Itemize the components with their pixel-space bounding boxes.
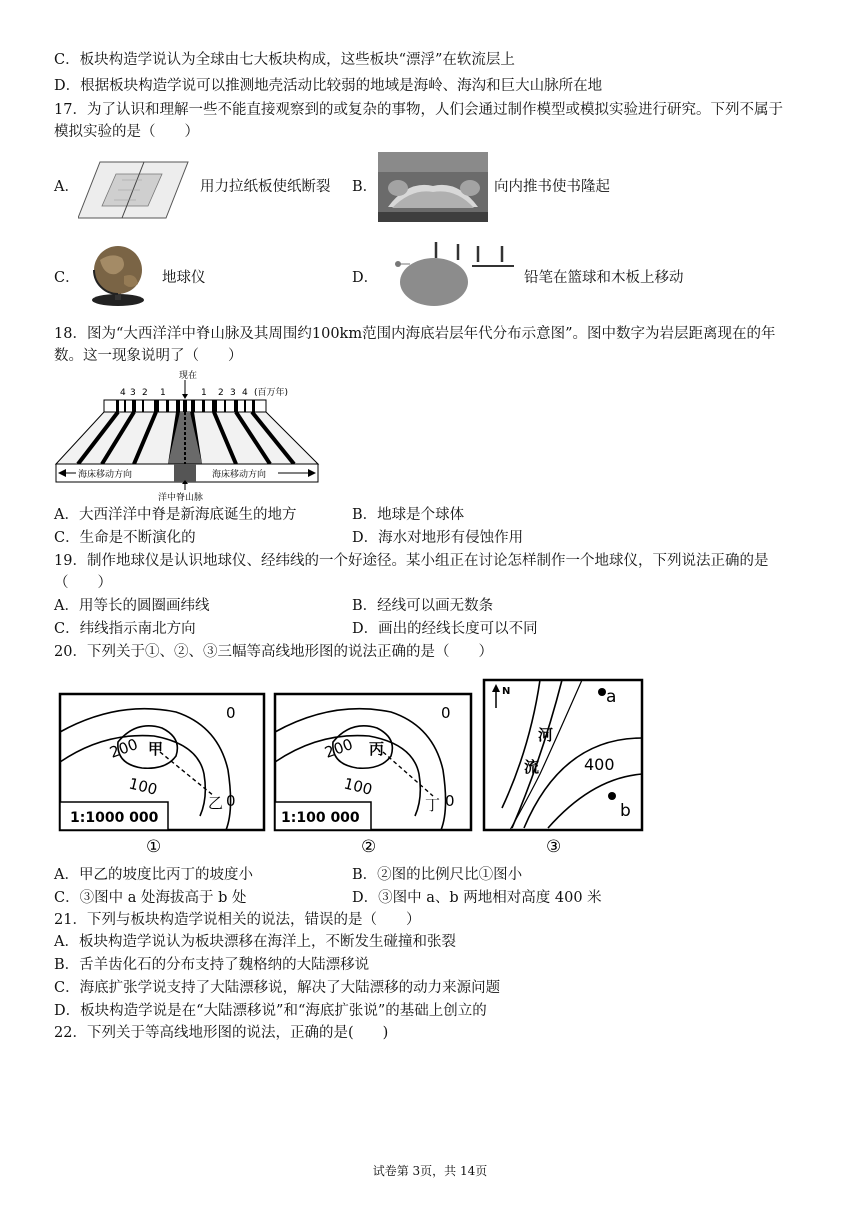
map2-scale: 1:100 000 — [281, 810, 360, 826]
contour-map-1 — [58, 692, 268, 860]
globe-image — [78, 244, 158, 318]
label-now: 现在 — [179, 371, 198, 381]
river-label-2: 流 — [524, 758, 540, 776]
contour-map-3 — [482, 678, 646, 860]
contour-map-2 — [273, 692, 483, 860]
map3-point-b: b — [620, 801, 631, 821]
q17-caption-d: 铅笔在篮球和木板上移动 — [524, 270, 684, 286]
q17-letter-b: B． — [352, 179, 378, 195]
q20-option-d: D．③图中 a、b 两地相对高度 400 米 — [352, 890, 602, 906]
q17-stem-cont: 模拟实验的是（ ） — [54, 124, 199, 140]
map3-number: ③ — [546, 837, 562, 856]
left-age-2: 2 — [142, 388, 148, 398]
q18-option-a: A．大西洋洋中脊是新海底诞生的地方 — [54, 507, 297, 523]
q17-caption-a: 用力拉纸板使纸断裂 — [200, 179, 331, 195]
page-footer: 试卷第 3页，共 14页 — [372, 1164, 488, 1178]
q20-option-b: B．②图的比例尺比①图小 — [352, 867, 523, 883]
q21-stem: 21．下列与板块构造学说相关的说法，错误的是（ ） — [54, 912, 421, 928]
right-seafloor-label: 海床移动方向 — [212, 470, 267, 480]
q19-option-c: C．纬线指示南北方向 — [54, 621, 196, 637]
book-pushing-photo — [378, 152, 488, 226]
ridge-label: 洋中脊山脉 — [158, 493, 204, 502]
right-age-3: 3 — [230, 388, 236, 398]
q17-stem: 17．为了认识和理解一些不能直接观察到的或复杂的事物，人们会通过制作模型或模拟实验进行研究。下列不属于 — [54, 102, 783, 118]
map1-point-yi-value: 0 — [226, 792, 236, 810]
map2-point-ding: 丁 — [425, 796, 441, 814]
q19-stem-cont: （ ） — [54, 575, 112, 591]
right-age-2: 2 — [218, 388, 224, 398]
map1-number: ① — [146, 837, 162, 856]
q21-option-b: B．舌羊齿化石的分布支持了魏格纳的大陆漂移说 — [54, 957, 370, 973]
map1-contour-0: 0 — [226, 704, 236, 722]
q19-option-d: D．画出的经线长度可以不同 — [352, 621, 538, 637]
seafloor-age-diagram — [54, 368, 322, 506]
river-label-1: 河 — [538, 726, 554, 744]
map1-point-jia: 甲 — [148, 740, 164, 758]
q17-letter-d: D． — [352, 270, 379, 286]
q18-option-b: B．地球是个球体 — [352, 507, 465, 523]
right-age-1: 1 — [201, 388, 207, 398]
map1-contour-100: 100 — [127, 774, 160, 799]
right-age-4: 4 — [242, 388, 248, 398]
q16-option-c: C．板块构造学说认为全球由七大板块构成，这些板块“漂浮”在软流层上 — [54, 52, 515, 68]
map3-contour-400: 400 — [584, 755, 615, 774]
north-label: N — [502, 686, 511, 697]
q18-stem-cont: 数。这一现象说明了（ ） — [54, 348, 243, 364]
left-seafloor-label: 海床移动方向 — [78, 470, 133, 480]
q21-option-d: D．板块构造学说是在“大陆漂移说”和“海底扩张说”的基础上创立的 — [54, 1003, 487, 1019]
q21-option-a: A．板块构造学说认为板块漂移在海洋上，不断发生碰撞和张裂 — [54, 934, 456, 950]
q19-stem: 19．制作地球仪是认识地球仪、经纬线的一个好途径。某小组正在讨论怎样制作一个地球仪，下列说法正确的是 — [54, 553, 769, 569]
map1-contour-200: 200 — [107, 735, 141, 762]
q22-stem: 22．下列关于等高线地形图的说法，正确的是( ) — [54, 1025, 389, 1041]
map1-scale: 1:1000 000 — [70, 810, 159, 826]
q18-option-d: D．海水对地形有侵蚀作用 — [352, 530, 524, 546]
paper-tearing-image — [78, 160, 190, 224]
q17-caption-c: 地球仪 — [162, 270, 206, 286]
q19-option-b: B．经线可以画无数条 — [352, 598, 494, 614]
q20-stem: 20．下列关于①、②、③三幅等高线地形图的说法正确的是（ ） — [54, 644, 493, 660]
map2-contour-100: 100 — [342, 774, 375, 799]
q18-option-c: C．生命是不断演化的 — [54, 530, 196, 546]
q18-stem: 18．图为“大西洋洋中脊山脉及其周围约100km范围内海底岩层年代分布示意图”。图中数字为岩层距离现在的年 — [54, 326, 776, 342]
map2-contour-0: 0 — [441, 704, 451, 722]
map2-contour-200: 200 — [322, 735, 356, 762]
q16-option-d: D．根据板块构造学说可以推测地壳活动比较弱的地域是海岭、海沟和巨大山脉所在地 — [54, 78, 603, 94]
map3-point-a: a — [606, 687, 617, 707]
q20-option-c: C．③图中 a 处海拔高于 b 处 — [54, 890, 247, 906]
q21-option-c: C．海底扩张学说支持了大陆漂移说，解决了大陆漂移的动力来源问题 — [54, 980, 501, 996]
left-age-4: 4 — [120, 388, 126, 398]
q17-caption-b: 向内推书使书隆起 — [494, 179, 610, 195]
q20-option-a: A．甲乙的坡度比丙丁的坡度小 — [54, 867, 253, 883]
left-age-3: 3 — [130, 388, 136, 398]
age-unit: (百万年) — [254, 388, 289, 398]
q17-letter-a: A． — [54, 179, 79, 195]
q17-letter-c: C． — [54, 270, 80, 286]
map2-point-ding-value: 0 — [445, 792, 455, 810]
q19-option-a: A．用等长的圆圈画纬线 — [54, 598, 210, 614]
map2-point-bing: 丙 — [369, 740, 385, 758]
map2-number: ② — [361, 837, 377, 856]
left-age-1: 1 — [160, 388, 166, 398]
map1-point-yi: 乙 — [208, 794, 224, 812]
basketball-board-image — [378, 240, 518, 312]
